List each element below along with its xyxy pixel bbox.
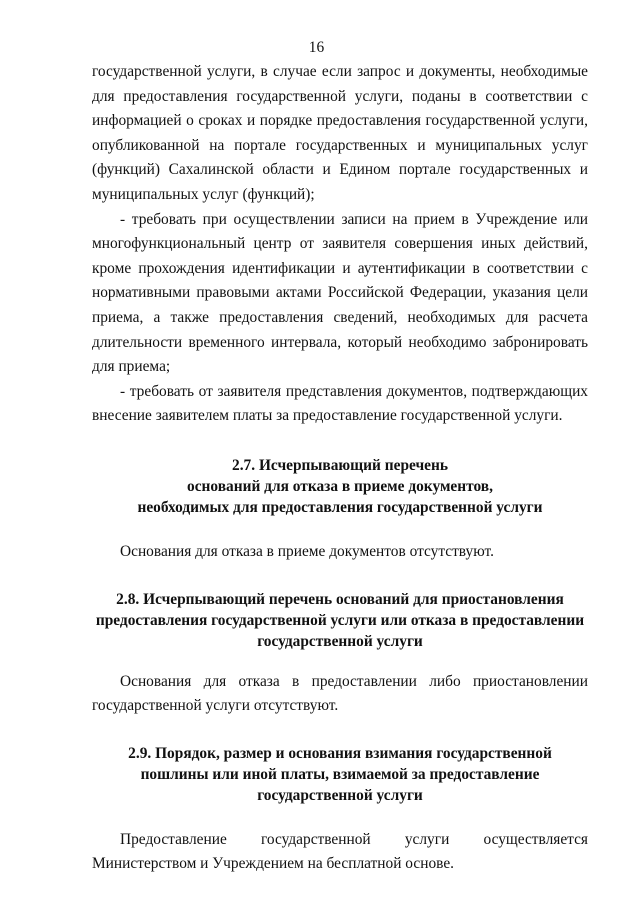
- document-body: [92, 60, 588, 877]
- heading-line: предоставления государственной услуги или отказа в предоставлении: [95, 611, 585, 629]
- section-2-9-text: Предоставление государственной услуги осуществляется Министерством и Учреждением на бесплатной основе.: [92, 830, 588, 873]
- heading-line: государственной услуги: [257, 632, 423, 650]
- paragraph-continuation: государственной услуги, в случае если запрос и документы, необходимые для предоставления государственной услуги, поданы в соответствии с информацией о сроках и порядке предоставления государственной услуги, опубликованной на портале государственных и муниципальных услуг (функций) Сахалинской области и Едином портале государственных и муниципальных услуг (функций);: [92, 63, 588, 203]
- section-2-7-text: Основания для отказа в приеме документов отсутствуют.: [120, 542, 494, 560]
- page-number: 16: [308, 39, 325, 56]
- section-2-8-heading: [92, 589, 588, 652]
- heading-line: государственной услуги: [257, 786, 423, 804]
- paragraph-requirement-appointment: - требовать при осуществлении записи на прием в Учреждение или многофункциональный центр от заявителя совершения иных действий, кроме прохождения идентификации и аутентификации в соответствии с нормативными правовыми актами Российской Федерации, указания цели приема, а также предоставления сведений, необходимых для расчета длительности временного интервала, который необходимо забронировать для приема;: [92, 210, 588, 376]
- heading-line: оснований для отказа в приеме документов,: [187, 477, 493, 495]
- paragraph-requirement-payment: - требовать от заявителя представления документов, подтверждающих внесение заявителем платы за предоставление государственной услуги.: [92, 382, 588, 425]
- heading-line: 2.9. Порядок, размер и основания взимания государственной: [128, 744, 552, 762]
- heading-line: необходимых для предоставления государственной услуги: [137, 498, 543, 516]
- heading-line: 2.7. Исчерпывающий перечень: [232, 456, 448, 474]
- section-2-9-heading: [92, 743, 588, 806]
- section-2-7-heading: [92, 455, 588, 518]
- heading-line: пошлины или иной платы, взимаемой за предоставление: [140, 765, 540, 783]
- section-2-8-text: Основания для отказа в предоставлении либо приостановлении государственной услуги отсутствуют.: [92, 672, 588, 715]
- heading-line: 2.8. Исчерпывающий перечень оснований для приостановления: [116, 590, 564, 608]
